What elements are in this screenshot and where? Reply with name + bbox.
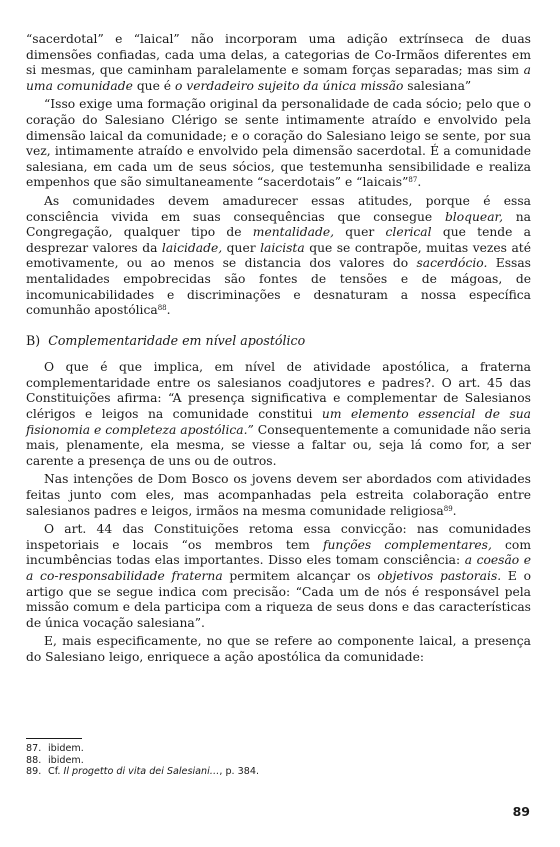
emphasis: laicista — [260, 240, 305, 255]
footnote-text: ibidem. — [48, 754, 84, 766]
emphasis: a coesão e a co-responsabilidade fraterna — [26, 553, 532, 583]
page-number: 89 — [512, 804, 530, 819]
text-run: quer — [334, 225, 386, 240]
footnotes — [26, 743, 531, 778]
paragraph-4 — [26, 360, 531, 469]
text-run: “Isso exige uma formação original da personalidade de cada sócio; pelo que o coração do Salesiano Clérigo se sente intimamente atraído e envolvido pela dimensão laical da comunidade; e o coração do Salesiano leigo se sente, por sua vez, intimamente atraído e envolvido pela dimensão sacerdotal. É a comunidade salesiana, em cada um de seus sócios, que testemunha sensibilidade e realiza empenhos que são simultaneamente “sacerdotais” e “laicais” — [26, 97, 531, 190]
text-run: salesiana” — [403, 78, 472, 93]
footnote-87 — [26, 743, 531, 755]
footnote-ref: 88 — [157, 304, 167, 313]
paragraph-1 — [26, 32, 531, 94]
emphasis: um elemento essencial de sua fisionomia e completeza apostólica.” — [26, 407, 532, 437]
footnote-text — [48, 766, 259, 778]
footnote-number: 87. — [26, 743, 42, 754]
text-run: . — [417, 175, 422, 190]
emphasis: bloquear, — [444, 209, 503, 224]
text-run: O que é que implica, em nível de atividade apostólica, a fraterna complementaridade entre os salesianos coadjutores e padres?. O art. 45 das Constituições afirma: “A presença significativa e complementar de Salesianos clérigos e leigos na comunidade constitui — [26, 360, 531, 422]
emphasis: funções complementares, — [322, 537, 492, 552]
text-run: . — [452, 503, 457, 518]
text-run: com incumbências todas elas importantes. Disso eles tomam consciência: — [26, 537, 531, 568]
text-run: Cf. — [48, 766, 64, 777]
text-run: . — [166, 303, 171, 318]
emphasis: clerical — [385, 225, 432, 240]
text-run: “sacerdotal” e “laical” não incorporam uma adição extrínseca de duas dimensões confiadas, cada uma delas, a categorias de Co-Irmãos diferentes em si mesmas, que caminham paralelamente e somam forças separadas; mas sim — [26, 32, 531, 78]
text-run: que tende a desprezar valores da — [26, 225, 532, 255]
text-run: As comunidades devem amadurecer essas atitudes, porque é essa consciência vivida em suas consequências que consegue — [26, 193, 531, 224]
text-run: Consequentemente a comunidade não seria mais, plenamente, ela mesma, se viesse a faltar ou, seja lá como for, a ser carente a presença de uns ou de outros. — [26, 422, 531, 468]
text-run: que se contrapõe, muitas vezes até emotivamente, ou ao menos se distancia dos valores do — [26, 240, 532, 271]
emphasis: sacerdócio. — [416, 256, 488, 271]
text-run: Nas intenções de Dom Bosco os jovens devem ser abordados com atividades feitas junto com eles, mas acompanhadas pela estreita colaboração entre salesianos padres e leigos, irmãos na mesma comunidade religiosa — [26, 472, 531, 518]
paragraph-6 — [26, 522, 531, 631]
text-run: quer — [222, 240, 261, 255]
footnote-89 — [26, 766, 531, 778]
section-heading — [26, 333, 531, 349]
text-run: O art. 44 das Constituições retoma essa convicção: nas comunidades inspetoriais e locais “os membros tem — [26, 522, 531, 552]
footnote-number: 88. — [26, 754, 42, 766]
footnote-number: 89. — [26, 766, 42, 777]
body-text — [26, 32, 531, 666]
text-run: na Congregação, qualquer tipo de — [26, 209, 531, 240]
text-run: permitem alcançar os — [222, 569, 378, 583]
footnote-text: ibidem. — [48, 743, 84, 754]
emphasis: mentalidade, — [252, 225, 335, 240]
footnote-divider — [26, 738, 82, 739]
cited-title: Il progetto di vita dei Salesiani… — [63, 766, 220, 777]
section-title: Complementaridade em nível apostólico — [48, 332, 306, 348]
text-run: Essas mentalidades empobrecidas são fontes de tensões e de mágoas, de incomunicabilidades e discriminações e desnaturam a nossa específica comunhão apostólica — [26, 256, 531, 318]
section-letter: B) — [26, 332, 41, 348]
emphasis: laicidade, — [161, 240, 223, 255]
emphasis: objetivos pastorais. — [377, 569, 502, 583]
footnote-ref: 87 — [408, 176, 418, 185]
footnote-88 — [26, 755, 531, 767]
text-run: E o artigo que se segue indica com precisão: “Cada um de nós é responsável pela missão comum e dela participa com a riqueza de seus dons e das características de única vocação salesiana”. — [26, 569, 532, 630]
paragraph-5 — [26, 472, 531, 519]
footnote-ref: 89 — [443, 504, 453, 513]
text-run: que é — [132, 78, 175, 93]
text-run: , p. 384. — [219, 766, 259, 777]
paragraph-7: E, mais especificamente, no que se refere ao componente laical, a presença do Salesiano leigo, enriquece a ação apostólica da comunidade: — [26, 634, 531, 664]
emphasis: a uma comunidade — [26, 63, 531, 93]
emphasis: o verdadeiro sujeito da única missão — [174, 78, 404, 93]
paragraph-3 — [26, 194, 531, 319]
paragraph-2 — [26, 97, 531, 191]
